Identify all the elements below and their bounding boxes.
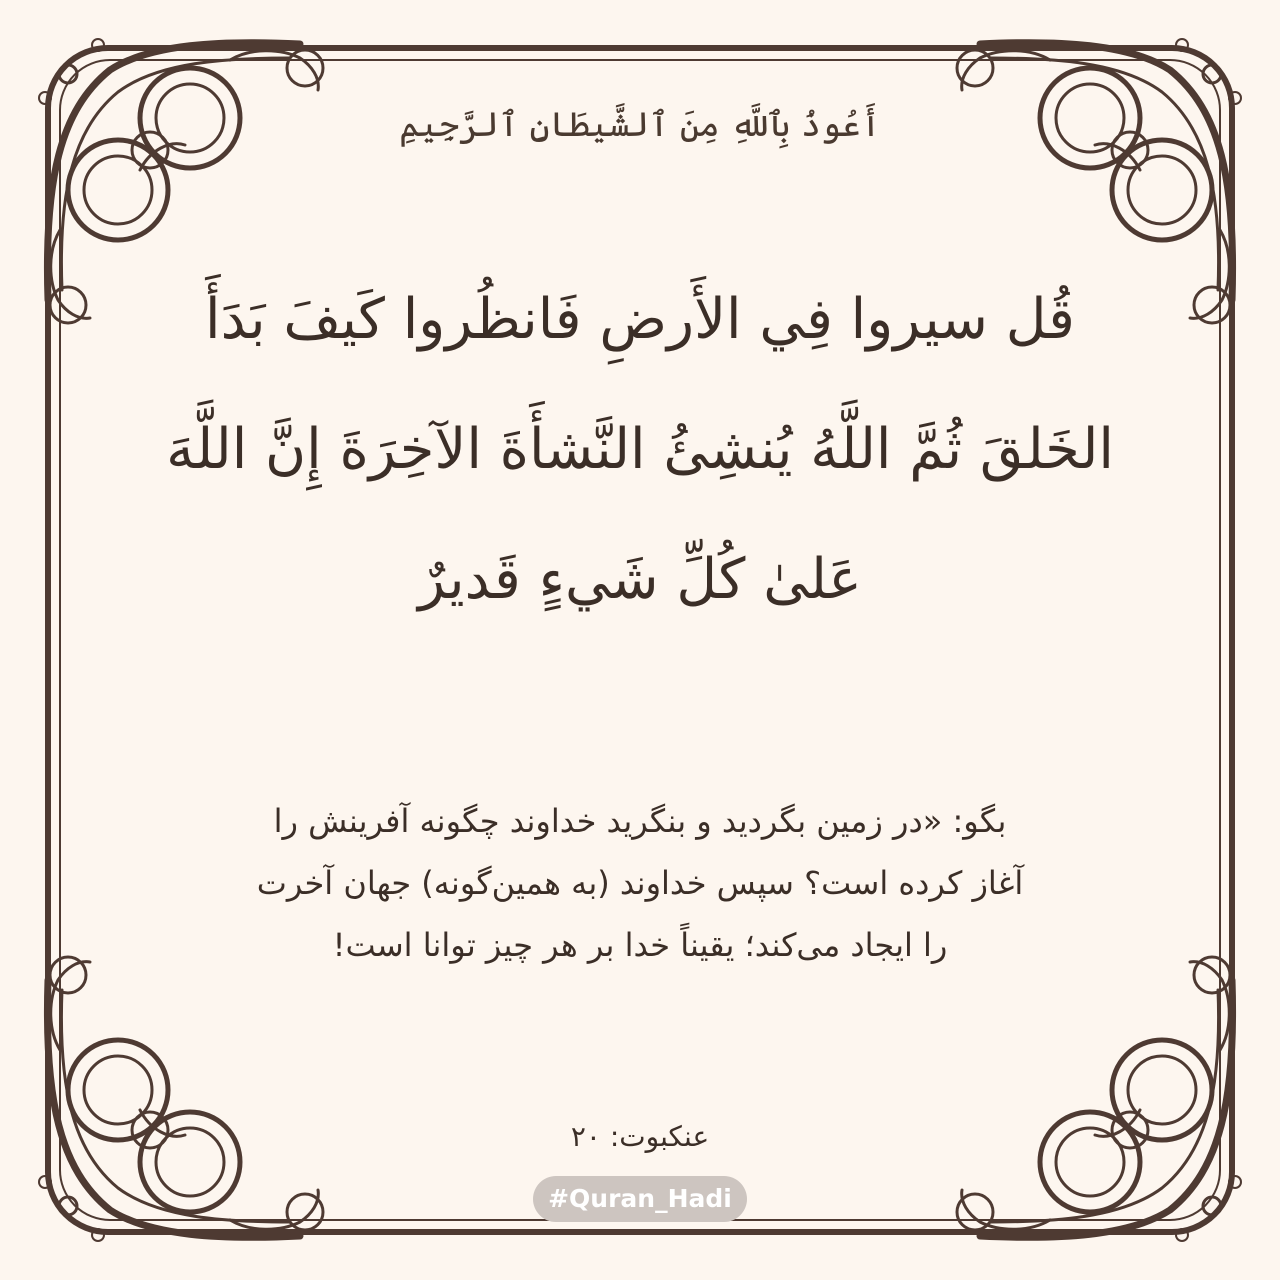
istiadha: أَعُوذُ بِٱللَّهِ مِنَ ٱلشَّيطَانِ ٱلرَّجِيمِ: [399, 105, 881, 145]
surah-reference: عنکبوت: ۲۰: [570, 1120, 710, 1153]
verse-line: الخَلقَ ثُمَّ اللَّهُ يُنشِئُ النَّشأَةَ الآخِرَةَ إِنَّ اللَّهَ: [166, 417, 1114, 482]
persian-translation: [0, 790, 1280, 976]
hashtag-badge: #Quran_Hadi: [533, 1176, 747, 1222]
quran-verse: [0, 255, 1280, 645]
verse-line: قُل سيروا فِي الأَرضِ فَانظُروا كَيفَ بَدَأَ: [205, 287, 1075, 352]
translation-line: بگو: «در زمین بگردید و بنگرید خداوند چگونه آفرینش را: [273, 802, 1007, 840]
translation-line: را ایجاد می‌کند؛ یقیناً خدا بر هر چیز توانا است!: [332, 926, 948, 964]
translation-line: آغاز کرده است؟ سپس خداوند (به همین‌گونه) جهان آخرت: [256, 864, 1024, 902]
verse-line: عَلىٰ كُلِّ شَيءٍ قَديرٌ: [418, 547, 862, 612]
